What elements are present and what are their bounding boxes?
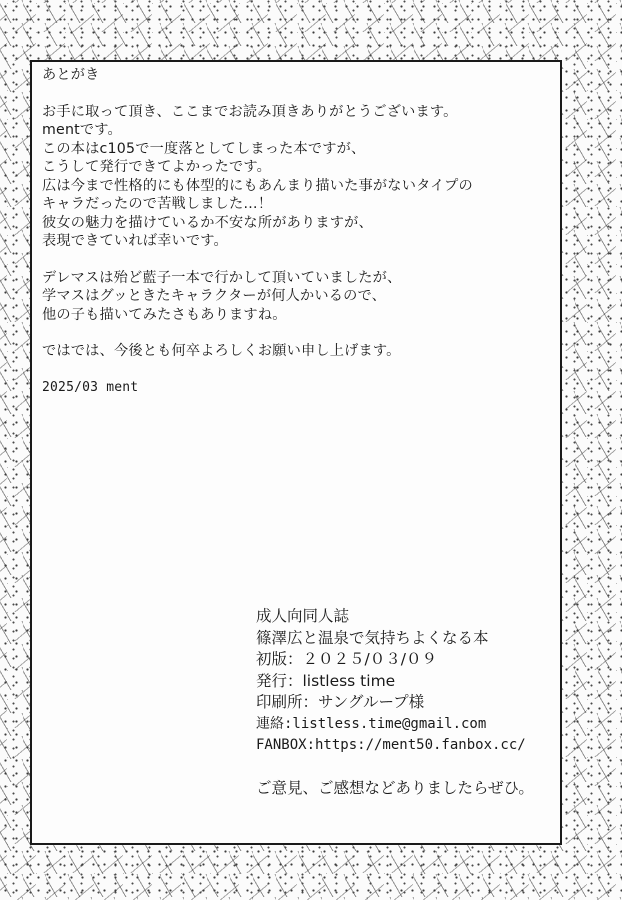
afterword-line: デレマスは殆ど藍子一本で行かして頂いていましたが、	[42, 269, 402, 286]
afterword-line: 広は今まで性格的にも体型的にもあんまり描いた事がないタイプの	[42, 177, 473, 194]
afterword-line: 他の子も描いてみたさもありますね。	[42, 306, 287, 323]
paragraph-gap	[42, 251, 542, 269]
paragraph-gap	[42, 361, 542, 379]
afterword-line: 表現できていれば幸いです。	[42, 233, 228, 249]
colophon-category: 成人向同人誌	[256, 607, 350, 625]
colophon-first-edition: 初版：２０２５/０３/０９	[256, 650, 437, 668]
afterword-line: お手に取って頂き、ここまでお読み頂きありがとうございます。	[42, 103, 458, 120]
afterword-closing: ではでは、今後とも何卒よろしくお願い申し上げます。	[42, 343, 401, 359]
paragraph-gap	[42, 324, 542, 342]
afterword-line: キャラだったので苦戦しました…！	[42, 196, 273, 212]
colophon-section	[256, 606, 556, 799]
colophon-feedback: ご意見、ご感想などありましたらぜひ。	[256, 778, 534, 797]
paragraph-gap	[42, 85, 542, 103]
colophon-title: 篠澤広と温泉で気持ちよくなる本	[256, 628, 489, 647]
afterword-line: 彼女の魅力を描けているか不安な所がありますが、	[42, 214, 373, 231]
afterword-paragraph-1	[42, 103, 542, 251]
afterword-line: 学マスはグッときたキャラクターが何人かいるので、	[42, 288, 387, 304]
afterword-signature: 2025/03 ment	[42, 379, 139, 395]
afterword-frame	[30, 60, 562, 845]
afterword-heading: あとがき	[42, 67, 100, 83]
colophon-fanbox-url: FANBOX:https://ment50.fanbox.cc/	[256, 737, 526, 753]
afterword-section	[42, 66, 542, 397]
colophon-publisher: 発行：listless time	[256, 671, 396, 690]
afterword-line: こうして発行できてよかったです。	[42, 159, 272, 175]
afterword-line: この本はc105で一度落としてしまった本ですが、	[42, 140, 366, 157]
colophon-contact-email: 連絡:listless.time@gmail.com	[256, 715, 487, 732]
colophon-gap	[256, 757, 556, 778]
afterword-paragraph-2	[42, 269, 542, 325]
afterword-line: mentです。	[42, 122, 122, 138]
colophon-printer: 印刷所：サングループ様	[256, 693, 425, 711]
